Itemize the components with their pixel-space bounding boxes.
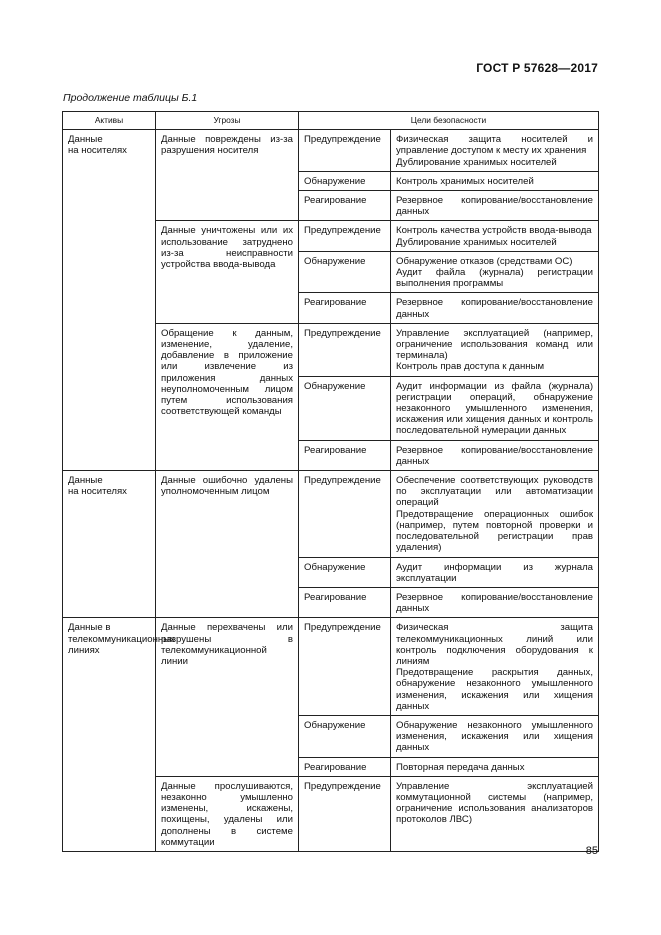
threat-cell [156,618,299,776]
goal-type-cell [299,293,391,323]
table-caption: Продолжение таблицы Б.1 [63,92,198,104]
goal-type-cell [299,440,391,470]
goal-description-cell [391,618,599,716]
goal-description-text: Повторная передача данных [396,761,525,773]
goal-type-cell [299,587,391,617]
goal-type-text: Предупреждение [304,134,381,146]
goal-description-text: Управление эксплуатацией (например, ограничение использования команд или терминала) Контроль прав доступа к данным [396,327,594,373]
goal-type-cell [299,471,391,557]
goal-type-cell [299,618,391,716]
threat-text: Данные прослушиваются, незаконно умышленно изменены, искажены, похищены, удалены или дополнены в системе коммутации [161,780,293,848]
goal-type-cell [299,376,391,440]
goal-description-text: Резервное копирование/восстановление данных [396,444,594,467]
goal-description-text: Резервное копирование/восстановление данных [396,297,594,320]
goal-type-cell [299,557,391,587]
asset-text: Данные на носителях [68,134,127,157]
header-threats: Угрозы [156,112,299,130]
goal-description-text: Управление эксплуатацией коммутационной системы (например, ограничение использования анализаторов протоколов ЛВС) [396,780,594,826]
security-goals-table [62,111,599,852]
goal-type-cell [299,130,391,172]
asset-cell [63,130,156,471]
goal-type-text: Реагирование [304,195,367,207]
goal-description-cell [391,557,599,587]
goal-type-cell [299,221,391,251]
goal-description-cell [391,440,599,470]
goal-type-text: Предупреждение [304,225,381,237]
goal-description-cell [391,376,599,440]
goal-description-cell [391,171,599,190]
goal-description-text: Физическая защита телекоммуникационных линий или контроль подключения оборудования к линиям Предотвращение раскрытия данных, обнаружение незаконного умышленного изменения, искажения или хищения данных [396,622,594,712]
goal-description-cell [391,251,599,293]
goal-type-cell [299,191,391,221]
goal-type-cell [299,757,391,776]
asset-text: Данные на носителях [68,475,127,498]
goal-type-text: Обнаружение [304,380,366,392]
table-row [63,618,599,716]
goal-description-cell [391,221,599,251]
goal-description-cell [391,587,599,617]
goal-type-text: Обнаружение [304,175,366,187]
goal-type-cell [299,776,391,851]
goal-description-cell [391,715,599,757]
goal-type-text: Реагирование [304,297,367,309]
goal-description-text: Резервное копирование/восстановление данных [396,195,594,218]
threat-text: Данные перехвачены или разрушены в телекоммуникационной линии [161,622,293,667]
goal-description-text: Контроль хранимых носителей [396,175,534,187]
goal-type-text: Предупреждение [304,327,381,339]
goal-description-text: Обнаружение отказов (средствами ОС) Аудит файла (журнала) регистрации выполнения программы [396,255,594,290]
goal-description-text: Аудит информации из файла (журнала) регистрации операций, обнаружение незаконного умышленного изменения, искажения или хищения данных и контроль последовательной нумерации данных [396,380,594,437]
goal-type-cell [299,171,391,190]
threat-cell [156,776,299,851]
threat-text: Обращение к данным, изменение, удаление, добавление в приложение или извлечение из приложения данных неуполномоченным лицом путем использования соответствующей команды [161,327,293,418]
goal-type-text: Предупреждение [304,780,381,792]
goal-description-text: Физическая защита носителей и управление доступом к месту их хранения Дублирование хранимых носителей [396,134,594,168]
goal-description-cell [391,776,599,851]
goal-type-text: Предупреждение [304,475,381,487]
threat-text: Данные уничтожены или их использование затруднено из-за неисправности устройства ввода-вывода [161,225,293,271]
threat-cell [156,323,299,470]
asset-cell [63,471,156,618]
goal-description-text: Контроль качества устройств ввода-вывода Дублирование хранимых носителей [396,225,592,248]
threat-text: Данные повреждены из-за разрушения носителя [161,134,293,157]
table-row [63,130,599,172]
asset-text: Данные в телекоммуникационных линиях [68,622,175,656]
header-assets: Активы [63,112,156,130]
goal-type-text: Обнаружение [304,719,366,731]
goal-type-text: Реагирование [304,591,367,603]
goal-description-text: Обнаружение незаконного умышленного изменения, искажения или хищения данных [396,719,594,754]
goal-description-cell [391,757,599,776]
table-body [63,130,599,852]
threat-cell [156,471,299,618]
goal-description-text: Резервное копирование/восстановление данных [396,591,594,615]
goal-description-cell [391,323,599,376]
table-row [63,471,599,557]
goal-type-cell [299,251,391,293]
table-header-row [63,112,599,130]
goal-type-text: Реагирование [304,761,367,773]
goal-type-cell [299,715,391,757]
goal-description-cell [391,130,599,172]
asset-cell [63,618,175,852]
header-security-goals: Цели безопасности [299,112,599,130]
threat-cell [156,130,299,221]
goal-description-text: Обеспечение соответствующих руководств по эксплуатации или автоматизации операций Предотвращение операционных ошибок (например, путем повторной проверки и последовательной регистрации прав удаления) [396,475,594,554]
page-number: 85 [585,845,598,857]
goal-description-cell [391,191,599,221]
goal-description-cell [391,293,599,323]
goal-description-cell [391,471,599,557]
document-standard-code: ГОСТ Р 57628—2017 [476,61,598,75]
goal-type-text: Обнаружение [304,561,366,573]
goal-type-text: Предупреждение [304,622,381,634]
goal-type-cell [299,323,391,376]
goal-type-text: Обнаружение [304,255,366,267]
threat-text: Данные ошибочно удалены уполномоченным лицом [161,475,293,498]
goal-type-text: Реагирование [304,444,367,456]
goal-description-text: Аудит информации из журнала эксплуатации [396,561,594,584]
threat-cell [156,221,299,323]
